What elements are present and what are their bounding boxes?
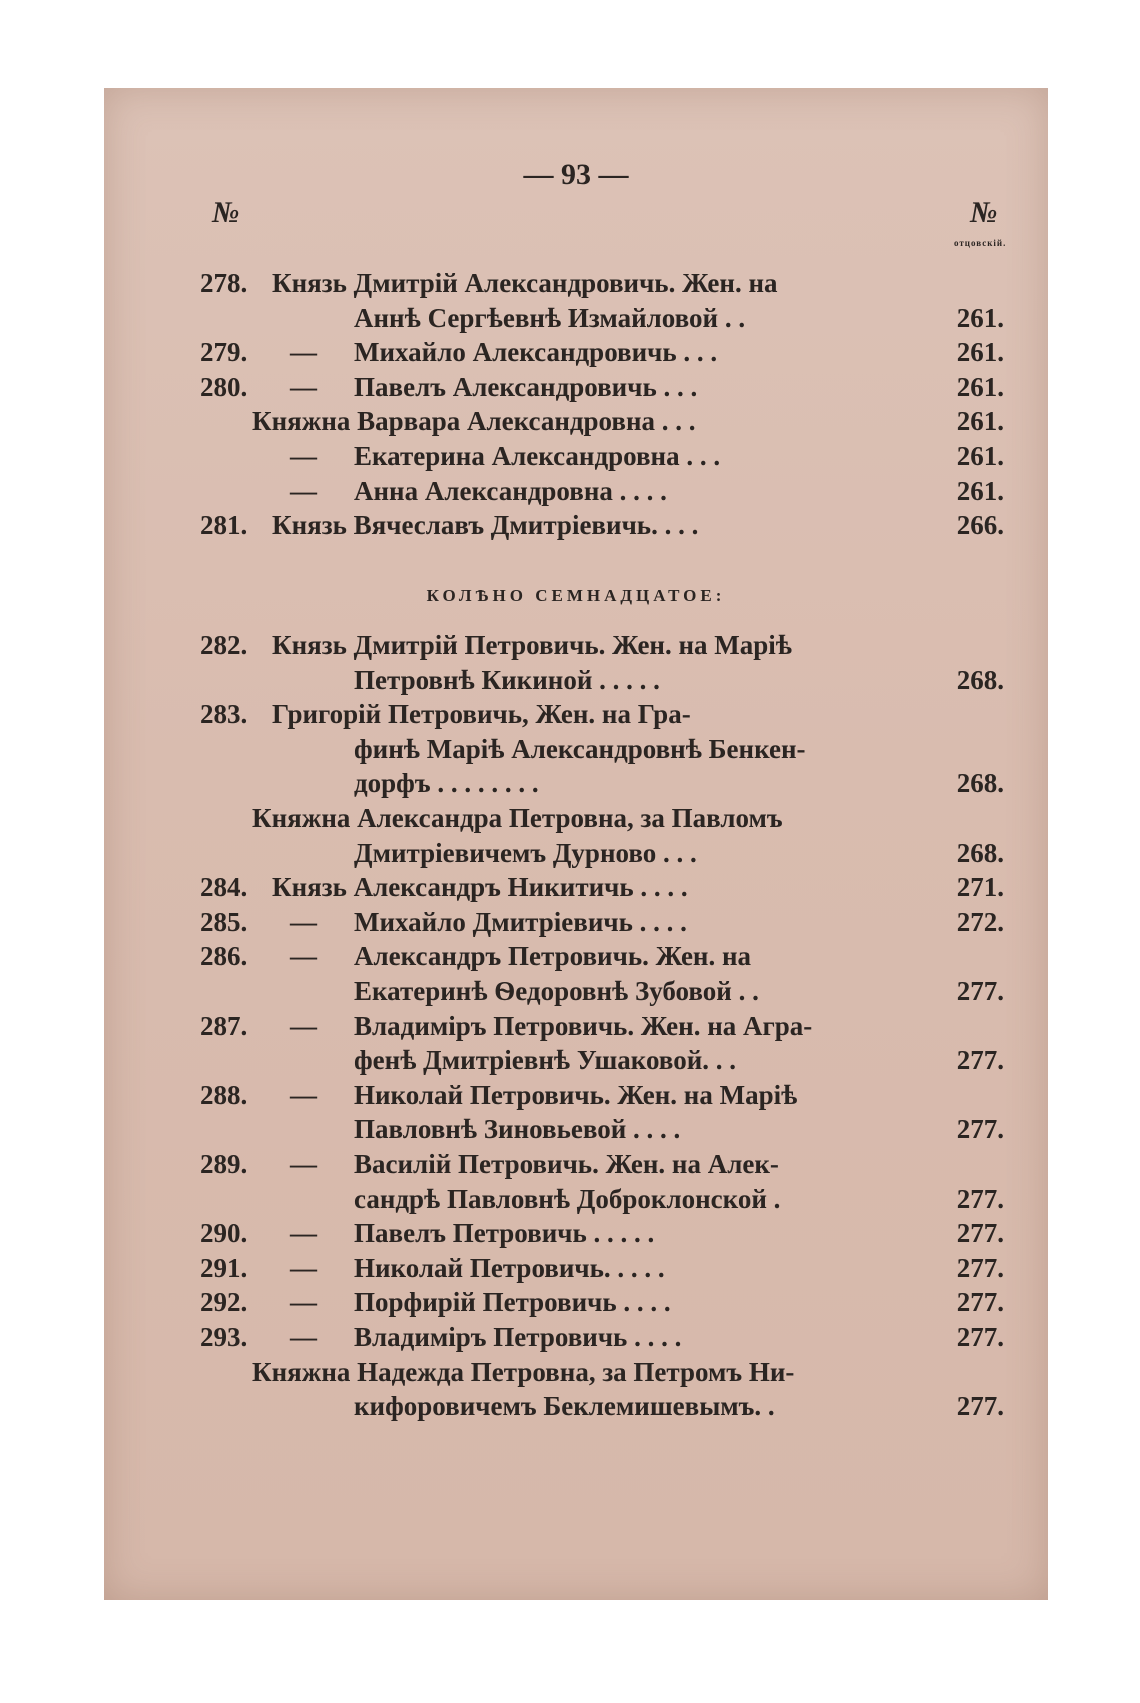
entry-text: Князь Вячеславъ Дмитріевичь. . . . (272, 510, 699, 541)
entry-text: Григорій Петровичь, Жен. на Гра- (272, 699, 691, 730)
entry-number: 279. (200, 337, 248, 368)
page-number: — 93 — (523, 158, 629, 191)
entry-number: 287. (200, 1010, 248, 1041)
entry-text: Павелъ Александровичь . . . (354, 371, 698, 402)
entry-text: финѣ Маріѣ Александровнѣ Бенкен- (354, 733, 806, 764)
entry-line (104, 1389, 1048, 1424)
ditto-dash: — (290, 1322, 317, 1352)
entry-line (104, 439, 1048, 474)
entry-page-ref: 261. (956, 337, 1004, 368)
entry-line (104, 1251, 1048, 1286)
entry-text: Николай Петровичь. Жен. на Маріѣ (354, 1079, 798, 1110)
entry-text: Князь Дмитрій Александровичь. Жен. на (272, 268, 778, 298)
ditto-dash: — (290, 1287, 317, 1318)
entry-number: 288. (200, 1079, 248, 1110)
entry-text: Екатерина Александровна . . . (354, 441, 721, 471)
entry-text: кифоровичемъ Беклемишевымъ. . (354, 1391, 775, 1422)
entry-text: Княжна Варвара Александровна . . . (252, 406, 696, 437)
entry-page-ref: 277. (956, 976, 1004, 1006)
entry-text: Петровнѣ Кикиной . . . . . (354, 664, 660, 695)
entry-line (104, 766, 1048, 801)
entry-line (104, 1147, 1048, 1182)
entry-page-ref: 272. (956, 906, 1004, 937)
book-page (104, 88, 1048, 1600)
entry-page-ref: 277. (956, 1322, 1004, 1352)
entry-page-ref: 277. (956, 1045, 1004, 1076)
entry-text: Александръ Петровичь. Жен. на (354, 941, 752, 972)
entry-line (104, 335, 1048, 370)
entry-text: Дмитріевичемъ Дурново . . . (354, 837, 697, 868)
entry-number: 285. (200, 906, 248, 937)
entry-line (104, 732, 1048, 767)
entry-number: 289. (200, 1149, 248, 1179)
entry-number: 291. (200, 1252, 248, 1283)
ditto-dash: — (290, 441, 317, 471)
entry-number: 286. (200, 941, 248, 972)
entry-page-ref: 261. (956, 371, 1004, 402)
entry-text: Князь Александръ Никитичь . . . . (272, 872, 688, 903)
right-column-number-sign: № (970, 196, 998, 229)
entry-text: Владиміръ Петровичь . . . . (354, 1322, 682, 1352)
entry-line (104, 474, 1048, 509)
ditto-dash: — (290, 1079, 317, 1110)
entry-line (104, 1009, 1048, 1044)
entry-number: 280. (200, 371, 248, 402)
entry-text: Порфирій Петровичь . . . . (354, 1287, 671, 1318)
ditto-dash: — (290, 1218, 317, 1249)
entry-line (104, 1320, 1048, 1355)
entry-page-ref: 277. (956, 1183, 1004, 1214)
entry-page-ref: 261. (956, 475, 1004, 506)
entry-number: 293. (200, 1322, 248, 1352)
entry-text: Михайло Александровичь . . . (354, 337, 718, 368)
entry-text: Княжна Александра Петровна, за Павломъ (252, 803, 783, 833)
entry-line (104, 697, 1048, 732)
entry-number: 283. (200, 699, 248, 730)
entry-text: сандрѣ Павловнѣ Доброклонской . (354, 1183, 781, 1214)
entry-page-ref: 277. (956, 1287, 1004, 1318)
entry-page-ref: 277. (956, 1252, 1004, 1283)
entry-page-ref: 261. (956, 302, 1004, 333)
entry-text: Княжна Надежда Петровна, за Петромъ Ни- (252, 1356, 795, 1387)
entry-line (104, 939, 1048, 974)
ditto-dash: — (290, 371, 317, 402)
entry-page-ref: 271. (956, 872, 1004, 903)
left-column-number-sign: № (212, 196, 240, 229)
right-column-note: отцовскій. (954, 238, 1007, 248)
entry-number: 282. (200, 630, 248, 660)
ditto-dash: — (290, 337, 317, 368)
entry-text: Аннѣ Сергѣевнѣ Измайловой . . (354, 302, 746, 333)
ditto-dash: — (290, 475, 317, 506)
ditto-dash: — (290, 906, 317, 937)
entry-text: дорфъ . . . . . . . . (354, 768, 539, 799)
entry-text: Князь Дмитрій Петровичь. Жен. на Маріѣ (272, 630, 793, 660)
entry-line (104, 404, 1048, 439)
entry-text: Владиміръ Петровичь. Жен. на Агра- (354, 1010, 813, 1041)
entry-number: 292. (200, 1287, 248, 1318)
entry-number: 281. (200, 510, 248, 541)
entry-page-ref: 277. (956, 1391, 1004, 1422)
entry-line (104, 974, 1048, 1009)
entry-text: Павловнѣ Зиновьевой . . . . (354, 1114, 681, 1145)
entry-number: 278. (200, 268, 248, 298)
entry-line (104, 836, 1048, 871)
ditto-dash: — (290, 941, 317, 972)
entry-page-ref: 266. (956, 510, 1004, 541)
entry-page-ref: 261. (956, 406, 1004, 437)
entry-line (104, 1112, 1048, 1147)
entry-text: Екатеринѣ Ѳедоровнѣ Зубовой . . (354, 976, 759, 1006)
entry-line (104, 663, 1048, 698)
entry-line (104, 266, 1048, 301)
entry-line (104, 301, 1048, 336)
ditto-dash: — (290, 1252, 317, 1283)
entry-line (104, 1355, 1048, 1390)
entry-page-ref: 268. (956, 664, 1004, 695)
entry-page-ref: 277. (956, 1218, 1004, 1249)
ditto-dash: — (290, 1010, 317, 1041)
entry-line (104, 1285, 1048, 1320)
entry-text: фенѣ Дмитріевнѣ Ушаковой. . . (354, 1045, 737, 1076)
entry-line (104, 801, 1048, 836)
entry-line (104, 905, 1048, 940)
entry-line (104, 1216, 1048, 1251)
entry-line (104, 870, 1048, 905)
entry-text: Николай Петровичь. . . . . (354, 1252, 665, 1283)
ditto-dash: — (290, 1149, 317, 1179)
entry-line (104, 508, 1048, 543)
entry-text: Василій Петровичь. Жен. на Алек- (354, 1149, 779, 1179)
entry-page-ref: 261. (956, 441, 1004, 471)
entry-number: 284. (200, 872, 248, 903)
entry-page-ref: 277. (956, 1114, 1004, 1145)
entry-text: Анна Александровна . . . . (354, 475, 667, 506)
section-heading: КОЛѢНО СЕМНАДЦАТОЕ: (426, 586, 726, 605)
entry-line (104, 1078, 1048, 1113)
entry-page-ref: 268. (956, 768, 1004, 799)
entry-text: Михайло Дмитріевичь . . . . (354, 906, 687, 937)
entry-number: 290. (200, 1218, 248, 1249)
entry-line (104, 370, 1048, 405)
entry-text: Павелъ Петровичь . . . . . (354, 1218, 655, 1249)
entry-line (104, 1043, 1048, 1078)
entry-page-ref: 268. (956, 837, 1004, 868)
entry-line (104, 628, 1048, 663)
entry-line (104, 1182, 1048, 1217)
